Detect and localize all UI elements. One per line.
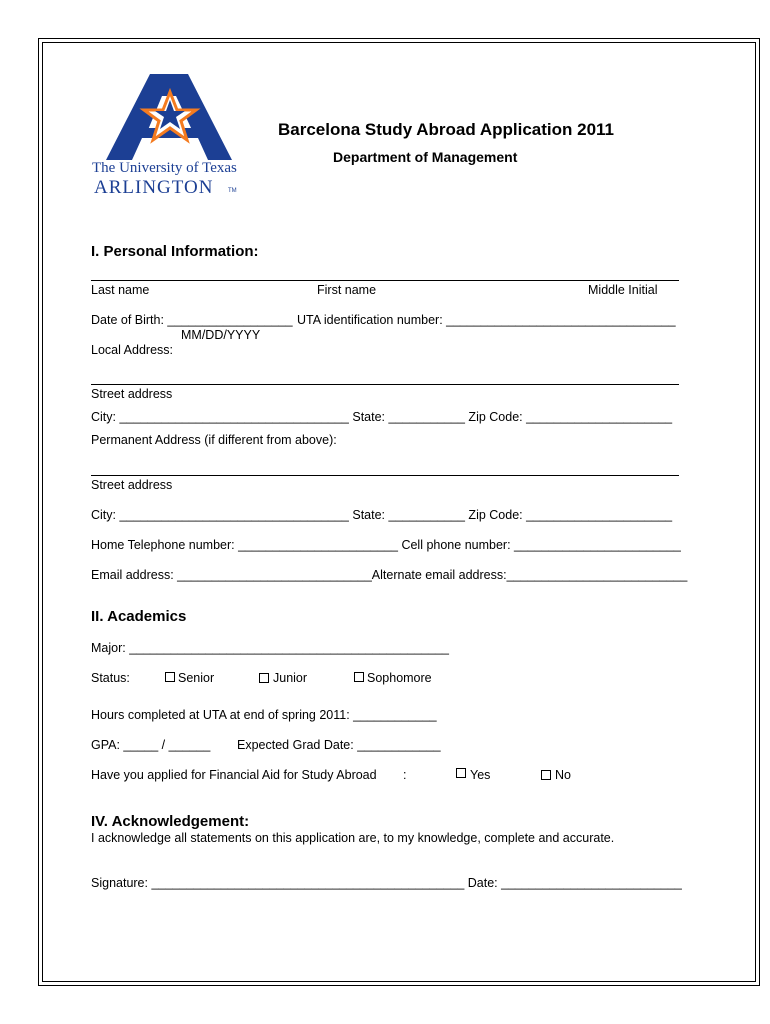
status-junior-checkbox[interactable] — [259, 673, 269, 683]
dob-format-hint: MM/DD/YYYY — [181, 328, 261, 342]
status-label: Status: — [91, 671, 130, 685]
status-sophomore-checkbox[interactable] — [354, 672, 364, 682]
name-line[interactable] — [91, 280, 679, 281]
uta-id-field[interactable]: UTA identification number: _________________________________ — [297, 313, 676, 327]
acknowledgement-statement: I acknowledge all statements on this application are, to my knowledge, complete and accurate. — [91, 831, 615, 845]
permanent-address-label: Permanent Address (if different from above): — [91, 433, 337, 447]
section-acknowledgement-heading: IV. Acknowledgement: — [91, 813, 250, 830]
permanent-street-line[interactable] — [91, 475, 679, 476]
status-junior-label: Junior — [273, 671, 308, 685]
gpa-field[interactable]: GPA: _____ / ______ — [91, 738, 211, 752]
signature-date-fields[interactable]: Signature: _____________________________________________ Date: __________________________ — [91, 876, 682, 890]
dob-field[interactable]: Date of Birth: __________________ — [91, 313, 293, 327]
status-senior-label: Senior — [178, 671, 215, 685]
financial-aid-yes-label: Yes — [470, 768, 491, 782]
last-name-label: Last name — [91, 283, 150, 297]
university-logo — [92, 74, 242, 200]
email-fields[interactable]: Email address: ____________________________Alternate email address:__________________________ — [91, 568, 688, 582]
local-address-label: Local Address: — [91, 343, 173, 357]
financial-aid-no-label: No — [555, 768, 571, 782]
financial-aid-colon: : — [403, 768, 407, 782]
major-field[interactable]: Major: ______________________________________________ — [91, 641, 449, 655]
logo-line-2: ARLINGTON — [94, 177, 214, 198]
page-subtitle: Department of Management — [333, 149, 518, 165]
permanent-city-state-zip[interactable]: City: _________________________________ State: ___________ Zip Code: _____________________ — [91, 508, 673, 522]
middle-initial-label: Middle Initial — [588, 283, 658, 297]
permanent-street-label: Street address — [91, 478, 173, 492]
local-street-line[interactable] — [91, 384, 679, 385]
hours-completed-field[interactable]: Hours completed at UTA at end of spring 2011: ____________ — [91, 708, 437, 722]
status-senior-checkbox[interactable] — [165, 672, 175, 682]
section-personal-heading: I. Personal Information: — [91, 243, 259, 260]
local-street-label: Street address — [91, 387, 173, 401]
logo-line-1: The University of Texas — [92, 160, 237, 176]
financial-aid-yes-checkbox[interactable] — [456, 768, 466, 778]
financial-aid-question: Have you applied for Financial Aid for Study Abroad — [91, 768, 377, 782]
expected-grad-field[interactable]: Expected Grad Date: ____________ — [237, 738, 441, 752]
section-academics-heading: II. Academics — [91, 608, 187, 625]
financial-aid-no-checkbox[interactable] — [541, 770, 551, 780]
status-sophomore-label: Sophomore — [367, 671, 432, 685]
page-title: Barcelona Study Abroad Application 2011 — [278, 120, 614, 139]
local-city-state-zip[interactable]: City: _________________________________ State: ___________ Zip Code: _____________________ — [91, 410, 673, 424]
logo-trademark: TM — [228, 188, 237, 194]
first-name-label: First name — [317, 283, 377, 297]
phone-fields[interactable]: Home Telephone number: _______________________ Cell phone number: ________________________ — [91, 538, 681, 552]
